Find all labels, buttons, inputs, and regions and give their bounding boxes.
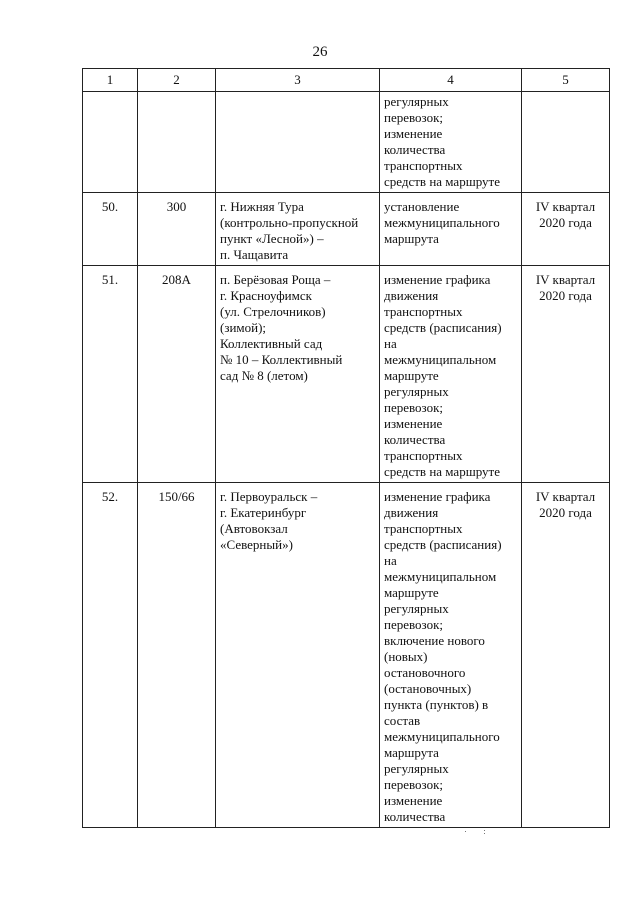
table-row [83,266,610,483]
cell-term: IV квартал 2020 года [522,483,610,828]
header-col-2: 2 [138,69,216,92]
cell-change: изменение графика движения транспортных средств (расписания) на межмуниципальном маршруте регулярных перевозок; включение нового (новых) остановочного (остановочных) пункта (пунктов) в состав межмуниципального маршрута регулярных перевозок; изменение количества [380,483,522,828]
header-col-5: 5 [522,69,610,92]
cell-number: 50. [83,193,138,266]
header-col-3: 3 [216,69,380,92]
cell-change: изменение графика движения транспортных средств (расписания) на межмуниципальном маршруте регулярных перевозок; изменение количества транспортных средств на маршруте [380,266,522,483]
cell-empty [216,92,380,193]
page-number: 26 [312,44,328,60]
scan-speck [465,830,495,834]
cell-term: IV квартал 2020 года [522,193,610,266]
cell-route: 208А [138,266,216,483]
cell-route-name: г. Первоуральск – г. Екатеринбург (Автовокзал «Северный») [216,483,380,828]
table-row [83,483,610,828]
cell-change-continued: регулярных перевозок; изменение количества транспортных средств на маршруте [380,92,522,193]
header-col-4: 4 [380,69,522,92]
cell-empty [138,92,216,193]
table-row-continuation [83,92,610,193]
cell-empty [83,92,138,193]
cell-change: установление межмуниципального маршрута [380,193,522,266]
table-header-row [83,69,610,92]
table-row [83,193,610,266]
cell-number: 52. [83,483,138,828]
cell-route-name: п. Берёзовая Роща – г. Красноуфимск (ул. Стрелочников) (зимой); Коллективный сад № 10 – Коллективный сад № 8 (летом) [216,266,380,483]
cell-empty [522,92,610,193]
cell-term: IV квартал 2020 года [522,266,610,483]
cell-route: 150/66 [138,483,216,828]
cell-route: 300 [138,193,216,266]
header-col-1: 1 [83,69,138,92]
cell-number: 51. [83,266,138,483]
routes-table [82,68,610,828]
cell-route-name: г. Нижняя Тура (контрольно-пропускной пункт «Лесной») – п. Чащавита [216,193,380,266]
